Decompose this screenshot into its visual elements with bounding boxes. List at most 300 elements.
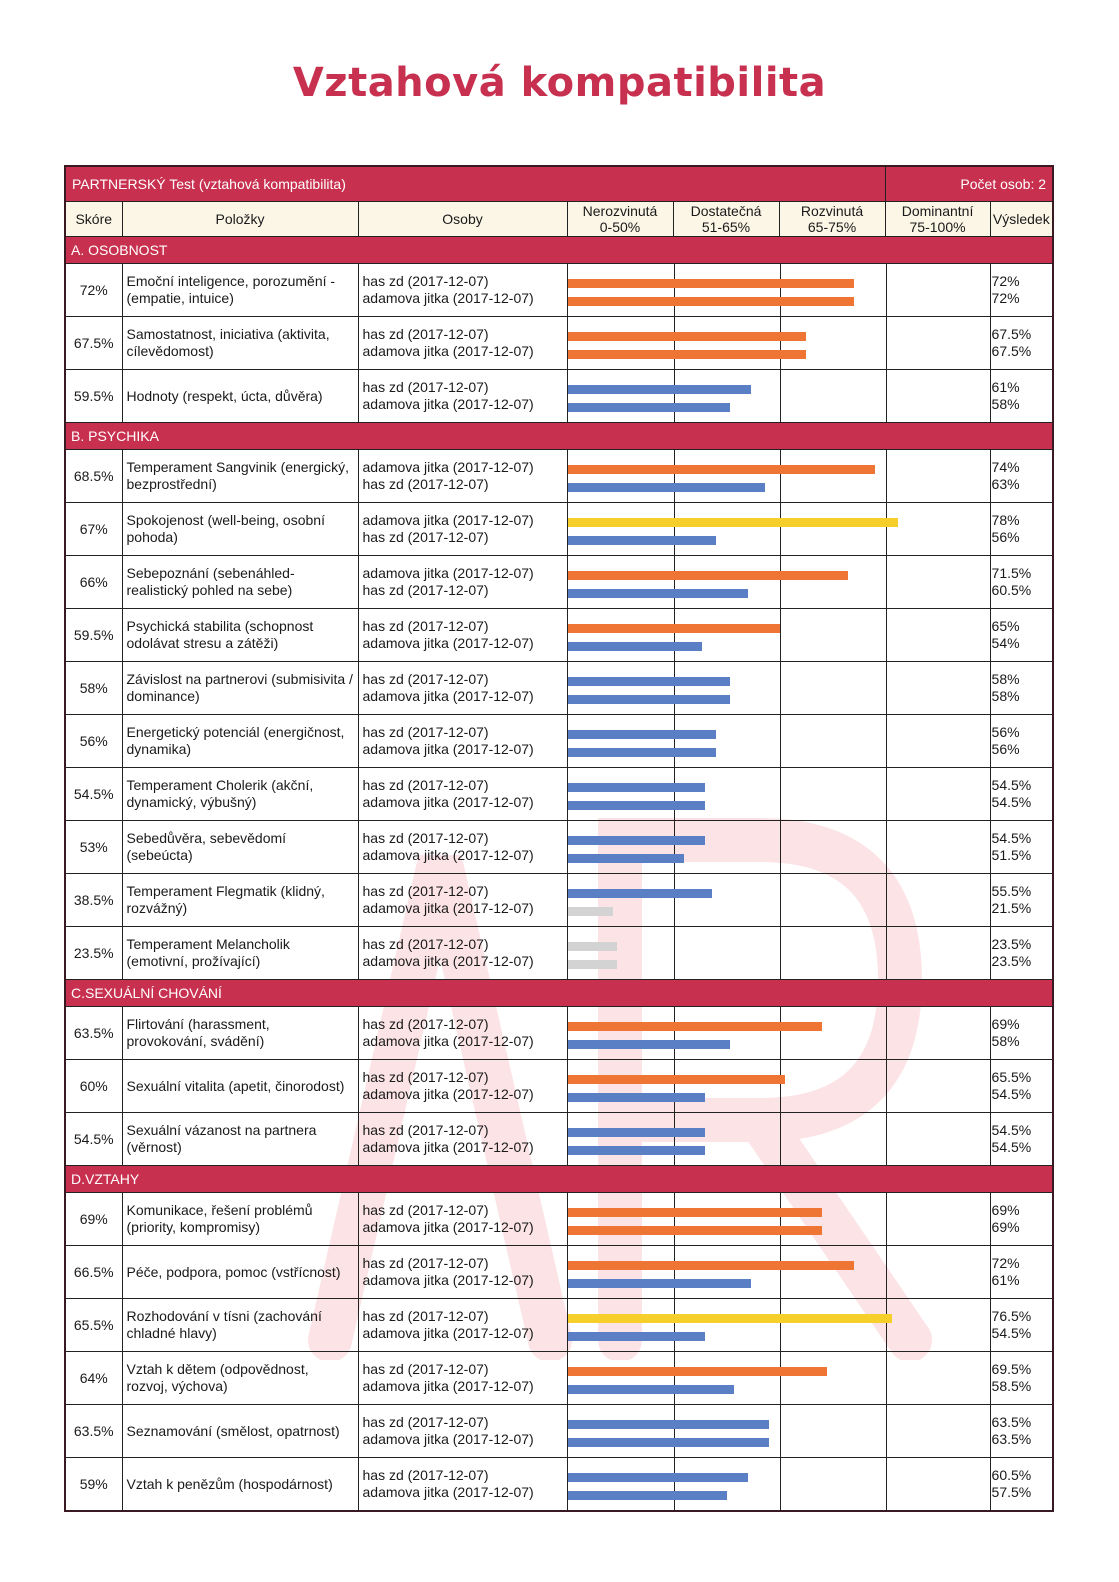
person-name: has zd (2017-12-07) xyxy=(362,618,489,634)
result-bar xyxy=(568,465,875,474)
bars-cell xyxy=(567,1352,990,1405)
level-divider xyxy=(886,1352,888,1404)
person-name: adamova jitka (2017-12-07) xyxy=(362,794,534,810)
bars-cell xyxy=(567,1060,990,1113)
result-bar xyxy=(568,483,766,492)
result-bar xyxy=(568,748,716,757)
result-bar xyxy=(568,942,618,951)
result-bar xyxy=(568,350,807,359)
result-value: 72% xyxy=(991,273,1020,289)
person-name: adamova jitka (2017-12-07) xyxy=(362,1325,534,1341)
item-cell: Komunikace, řešení problémů (priority, kompromisy) xyxy=(122,1193,358,1246)
person-name: has zd (2017-12-07) xyxy=(362,1308,489,1324)
table-row xyxy=(65,821,1053,874)
header-level-4 xyxy=(885,202,990,237)
header-result: Výsledek xyxy=(990,202,1053,237)
result-value: 54.5% xyxy=(991,1325,1032,1341)
bars-cell xyxy=(567,1299,990,1352)
bars-cell xyxy=(567,450,990,503)
person-name: has zd (2017-12-07) xyxy=(362,379,489,395)
level-divider xyxy=(780,715,782,767)
result-cell xyxy=(990,503,1053,556)
result-bar xyxy=(568,1146,706,1155)
bars-cell xyxy=(567,662,990,715)
score-cell: 63.5% xyxy=(65,1007,122,1060)
person-name: adamova jitka (2017-12-07) xyxy=(362,1272,534,1288)
score-cell: 23.5% xyxy=(65,927,122,980)
level-divider xyxy=(674,503,676,555)
result-value: 55.5% xyxy=(991,883,1032,899)
result-value: 56% xyxy=(991,529,1020,545)
page-title: Vztahová kompatibilita xyxy=(292,60,827,106)
level-3-name: Rozvinutá xyxy=(800,203,864,219)
person-name: has zd (2017-12-07) xyxy=(362,724,489,740)
table-row xyxy=(65,768,1053,821)
header-items: Položky xyxy=(122,202,358,237)
persons-cell xyxy=(358,1352,567,1405)
level-divider xyxy=(886,1299,888,1351)
result-value: 60.5% xyxy=(991,582,1032,598)
result-value: 63.5% xyxy=(991,1414,1032,1430)
persons-cell xyxy=(358,556,567,609)
level-1-name: Nerozvinutá xyxy=(582,203,658,219)
result-value: 54.5% xyxy=(991,1122,1032,1138)
item-cell: Temperament Sangvinik (energický, bezprostřední) xyxy=(122,450,358,503)
persons-cell xyxy=(358,821,567,874)
result-value: 63.5% xyxy=(991,1431,1032,1447)
level-divider xyxy=(780,1299,782,1351)
person-name: adamova jitka (2017-12-07) xyxy=(362,343,534,359)
item-cell: Emoční inteligence, porozumění - (empatie, intuice) xyxy=(122,264,358,317)
result-bar xyxy=(568,854,685,863)
table-row xyxy=(65,503,1053,556)
test-banner xyxy=(65,166,1053,202)
person-name: has zd (2017-12-07) xyxy=(362,1122,489,1138)
level-divider xyxy=(674,715,676,767)
bars-cell xyxy=(567,1007,990,1060)
person-name: has zd (2017-12-07) xyxy=(362,671,489,687)
person-name: has zd (2017-12-07) xyxy=(362,529,489,545)
result-bar xyxy=(568,1332,706,1341)
result-bar xyxy=(568,783,706,792)
score-cell: 60% xyxy=(65,1060,122,1113)
level-divider xyxy=(674,874,676,926)
level-divider xyxy=(780,662,782,714)
table-row xyxy=(65,1113,1053,1166)
result-cell xyxy=(990,1193,1053,1246)
result-bar xyxy=(568,1040,731,1049)
result-value: 78% xyxy=(991,512,1020,528)
result-cell xyxy=(990,1246,1053,1299)
level-divider xyxy=(674,768,676,820)
table-row xyxy=(65,370,1053,423)
item-cell: Sebedůvěra, sebevědomí (sebeúcta) xyxy=(122,821,358,874)
level-divider xyxy=(886,556,888,608)
score-cell: 63.5% xyxy=(65,1405,122,1458)
person-name: adamova jitka (2017-12-07) xyxy=(362,635,534,651)
person-name: adamova jitka (2017-12-07) xyxy=(362,847,534,863)
level-divider xyxy=(674,609,676,661)
person-name: adamova jitka (2017-12-07) xyxy=(362,565,534,581)
bars-cell xyxy=(567,768,990,821)
level-divider xyxy=(780,450,782,502)
person-name: adamova jitka (2017-12-07) xyxy=(362,900,534,916)
level-divider xyxy=(780,1458,782,1510)
level-divider xyxy=(780,1193,782,1245)
score-cell: 59.5% xyxy=(65,609,122,662)
result-cell xyxy=(990,662,1053,715)
level-divider xyxy=(674,1246,676,1298)
result-bar xyxy=(568,536,716,545)
result-cell xyxy=(990,609,1053,662)
level-3-range: 65-75% xyxy=(807,219,857,235)
person-name: has zd (2017-12-07) xyxy=(362,1467,489,1483)
person-name: adamova jitka (2017-12-07) xyxy=(362,512,534,528)
result-bar xyxy=(568,1279,752,1288)
result-bar xyxy=(568,571,849,580)
item-cell: Péče, podpora, pomoc (vstřícnost) xyxy=(122,1246,358,1299)
item-cell: Temperament Melancholik (emotivní, prožívající) xyxy=(122,927,358,980)
person-name: adamova jitka (2017-12-07) xyxy=(362,688,534,704)
section-title: A. OSOBNOST xyxy=(65,237,1053,264)
result-bar xyxy=(568,1226,822,1235)
result-cell xyxy=(990,1352,1053,1405)
table-row xyxy=(65,1458,1053,1512)
bars-cell xyxy=(567,927,990,980)
header-level-1 xyxy=(567,202,673,237)
result-value: 58% xyxy=(991,688,1020,704)
score-cell: 53% xyxy=(65,821,122,874)
level-divider xyxy=(674,1352,676,1404)
bars-cell xyxy=(567,264,990,317)
result-bar xyxy=(568,1093,706,1102)
score-cell: 68.5% xyxy=(65,450,122,503)
level-divider xyxy=(780,1246,782,1298)
result-value: 60.5% xyxy=(991,1467,1032,1483)
score-cell: 59% xyxy=(65,1458,122,1512)
result-bar xyxy=(568,836,706,845)
result-value: 54% xyxy=(991,635,1020,651)
item-cell: Závislost na partnerovi (submisivita / dominance) xyxy=(122,662,358,715)
header-persons: Osoby xyxy=(358,202,567,237)
level-divider xyxy=(886,503,888,555)
level-divider xyxy=(674,1458,676,1510)
level-2-name: Dostatečná xyxy=(690,203,762,219)
result-cell xyxy=(990,1458,1053,1512)
persons-cell xyxy=(358,1060,567,1113)
level-divider xyxy=(674,1405,676,1457)
level-4-range: 75-100% xyxy=(909,219,966,235)
table-row xyxy=(65,1007,1053,1060)
bars-cell xyxy=(567,1458,990,1512)
result-bar xyxy=(568,1438,769,1447)
result-cell xyxy=(990,715,1053,768)
result-cell xyxy=(990,1299,1053,1352)
result-value: 65% xyxy=(991,618,1020,634)
person-name: has zd (2017-12-07) xyxy=(362,1202,489,1218)
person-name: adamova jitka (2017-12-07) xyxy=(362,741,534,757)
column-headers xyxy=(65,202,1053,237)
table-row xyxy=(65,556,1053,609)
result-value: 67.5% xyxy=(991,326,1032,342)
level-divider xyxy=(674,927,676,979)
item-cell: Vztah k dětem (odpovědnost, rozvoj, výchova) xyxy=(122,1352,358,1405)
result-bar xyxy=(568,624,780,633)
level-divider xyxy=(780,927,782,979)
level-divider xyxy=(886,370,888,422)
result-value: 54.5% xyxy=(991,777,1032,793)
result-bar xyxy=(568,1208,822,1217)
bars-cell xyxy=(567,609,990,662)
persons-cell xyxy=(358,1458,567,1512)
table-row xyxy=(65,1405,1053,1458)
item-cell: Sebepoznání (sebenáhled-realistický pohled na sebe) xyxy=(122,556,358,609)
level-divider xyxy=(886,821,888,873)
level-divider xyxy=(674,317,676,369)
level-divider xyxy=(886,450,888,502)
score-cell: 67.5% xyxy=(65,317,122,370)
level-divider xyxy=(886,1193,888,1245)
level-divider xyxy=(886,662,888,714)
result-cell xyxy=(990,1060,1053,1113)
result-cell xyxy=(990,450,1053,503)
score-cell: 56% xyxy=(65,715,122,768)
persons-cell xyxy=(358,768,567,821)
person-name: has zd (2017-12-07) xyxy=(362,830,489,846)
level-divider xyxy=(780,264,782,316)
person-name: has zd (2017-12-07) xyxy=(362,1414,489,1430)
section-header xyxy=(65,237,1053,264)
person-name: adamova jitka (2017-12-07) xyxy=(362,953,534,969)
result-bar xyxy=(568,1022,822,1031)
item-cell: Psychická stabilita (schopnost odolávat stresu a zátěži) xyxy=(122,609,358,662)
section-header xyxy=(65,1166,1053,1193)
result-cell xyxy=(990,874,1053,927)
person-name: has zd (2017-12-07) xyxy=(362,582,489,598)
level-divider xyxy=(780,1060,782,1112)
result-bar xyxy=(568,1420,769,1429)
result-bar xyxy=(568,1314,892,1323)
result-value: 23.5% xyxy=(991,936,1032,952)
result-value: 63% xyxy=(991,476,1020,492)
section-title: C.SEXUÁLNÍ CHOVÁNÍ xyxy=(65,980,1053,1007)
result-value: 61% xyxy=(991,379,1020,395)
person-name: has zd (2017-12-07) xyxy=(362,777,489,793)
result-value: 65.5% xyxy=(991,1069,1032,1085)
persons-cell xyxy=(358,874,567,927)
level-divider xyxy=(674,1060,676,1112)
level-divider xyxy=(886,1007,888,1059)
level-divider xyxy=(886,768,888,820)
result-value: 21.5% xyxy=(991,900,1032,916)
level-divider xyxy=(780,503,782,555)
section-header xyxy=(65,423,1053,450)
level-divider xyxy=(886,609,888,661)
persons-cell xyxy=(358,662,567,715)
persons-cell xyxy=(358,317,567,370)
item-cell: Rozhodování v tísni (zachování chladné hlavy) xyxy=(122,1299,358,1352)
persons-cell xyxy=(358,450,567,503)
result-value: 74% xyxy=(991,459,1020,475)
item-cell: Temperament Cholerik (akční, dynamický, výbušný) xyxy=(122,768,358,821)
item-cell: Hodnoty (respekt, úcta, důvěra) xyxy=(122,370,358,423)
persons-cell xyxy=(358,715,567,768)
result-value: 58.5% xyxy=(991,1378,1032,1394)
result-value: 67.5% xyxy=(991,343,1032,359)
level-1-range: 0-50% xyxy=(599,219,641,235)
bars-cell xyxy=(567,821,990,874)
result-cell xyxy=(990,768,1053,821)
result-cell xyxy=(990,1405,1053,1458)
level-divider xyxy=(886,1246,888,1298)
header-level-2 xyxy=(673,202,779,237)
person-name: adamova jitka (2017-12-07) xyxy=(362,290,534,306)
result-bar xyxy=(568,332,807,341)
result-bar xyxy=(568,403,731,412)
result-value: 54.5% xyxy=(991,794,1032,810)
person-name: has zd (2017-12-07) xyxy=(362,936,489,952)
table-row xyxy=(65,264,1053,317)
result-bar xyxy=(568,1128,706,1137)
score-cell: 54.5% xyxy=(65,1113,122,1166)
result-value: 69% xyxy=(991,1219,1020,1235)
persons-cell xyxy=(358,927,567,980)
bars-cell xyxy=(567,715,990,768)
person-name: has zd (2017-12-07) xyxy=(362,1255,489,1271)
bars-cell xyxy=(567,503,990,556)
result-cell xyxy=(990,1113,1053,1166)
level-2-range: 51-65% xyxy=(701,219,751,235)
result-bar xyxy=(568,801,706,810)
result-value: 58% xyxy=(991,396,1020,412)
result-bar xyxy=(568,677,731,686)
section-title: B. PSYCHIKA xyxy=(65,423,1053,450)
level-divider xyxy=(780,317,782,369)
table-row xyxy=(65,317,1053,370)
section-title: D.VZTAHY xyxy=(65,1166,1053,1193)
table-row xyxy=(65,1246,1053,1299)
result-value: 69% xyxy=(991,1016,1020,1032)
person-name: adamova jitka (2017-12-07) xyxy=(362,1033,534,1049)
table-row xyxy=(65,609,1053,662)
level-divider xyxy=(780,768,782,820)
bars-cell xyxy=(567,874,990,927)
level-divider xyxy=(886,264,888,316)
bars-cell xyxy=(567,556,990,609)
person-name: adamova jitka (2017-12-07) xyxy=(362,1219,534,1235)
item-cell: Seznamování (smělost, opatrnost) xyxy=(122,1405,358,1458)
test-name: PARTNERSKÝ Test (vztahová kompatibilita) xyxy=(65,166,885,202)
person-name: has zd (2017-12-07) xyxy=(362,1016,489,1032)
person-name: has zd (2017-12-07) xyxy=(362,883,489,899)
result-cell xyxy=(990,370,1053,423)
bars-cell xyxy=(567,1246,990,1299)
level-divider xyxy=(674,662,676,714)
result-bar xyxy=(568,518,899,527)
result-value: 58% xyxy=(991,1033,1020,1049)
persons-cell xyxy=(358,370,567,423)
level-divider xyxy=(886,1458,888,1510)
bars-cell xyxy=(567,1113,990,1166)
result-bar xyxy=(568,642,702,651)
level-divider xyxy=(674,264,676,316)
level-divider xyxy=(674,370,676,422)
bars-cell xyxy=(567,317,990,370)
result-cell xyxy=(990,927,1053,980)
bars-cell xyxy=(567,1193,990,1246)
result-bar xyxy=(568,1367,828,1376)
level-divider xyxy=(780,1405,782,1457)
person-name: adamova jitka (2017-12-07) xyxy=(362,1378,534,1394)
result-value: 56% xyxy=(991,724,1020,740)
persons-cell xyxy=(358,1246,567,1299)
person-name: has zd (2017-12-07) xyxy=(362,1361,489,1377)
result-cell xyxy=(990,317,1053,370)
person-name: has zd (2017-12-07) xyxy=(362,326,489,342)
result-value: 57.5% xyxy=(991,1484,1032,1500)
level-divider xyxy=(780,874,782,926)
item-cell: Energetický potenciál (energičnost, dynamika) xyxy=(122,715,358,768)
item-cell: Vztah k penězům (hospodárnost) xyxy=(122,1458,358,1512)
score-cell: 72% xyxy=(65,264,122,317)
header-score: Skóre xyxy=(65,202,122,237)
table-row xyxy=(65,715,1053,768)
result-cell xyxy=(990,556,1053,609)
person-count: Počet osob: 2 xyxy=(885,166,1053,202)
table-row xyxy=(65,1193,1053,1246)
level-divider xyxy=(780,609,782,661)
level-divider xyxy=(780,556,782,608)
level-divider xyxy=(886,1060,888,1112)
level-divider xyxy=(674,556,676,608)
level-divider xyxy=(674,1193,676,1245)
person-name: adamova jitka (2017-12-07) xyxy=(362,459,534,475)
result-value: 72% xyxy=(991,1255,1020,1271)
result-bar xyxy=(568,1491,727,1500)
result-cell xyxy=(990,821,1053,874)
level-divider xyxy=(780,1113,782,1165)
result-value: 23.5% xyxy=(991,953,1032,969)
table-row xyxy=(65,450,1053,503)
persons-cell xyxy=(358,1299,567,1352)
table-row xyxy=(65,1352,1053,1405)
person-name: has zd (2017-12-07) xyxy=(362,1069,489,1085)
result-value: 58% xyxy=(991,671,1020,687)
result-value: 54.5% xyxy=(991,1086,1032,1102)
level-divider xyxy=(886,1113,888,1165)
bars-cell xyxy=(567,1405,990,1458)
result-bar xyxy=(568,695,731,704)
person-name: adamova jitka (2017-12-07) xyxy=(362,396,534,412)
score-cell: 38.5% xyxy=(65,874,122,927)
result-value: 71.5% xyxy=(991,565,1032,581)
level-4-name: Dominantní xyxy=(901,203,974,219)
result-value: 69.5% xyxy=(991,1361,1032,1377)
result-bar xyxy=(568,960,618,969)
level-divider xyxy=(780,1352,782,1404)
result-value: 76.5% xyxy=(991,1308,1032,1324)
level-divider xyxy=(674,450,676,502)
result-value: 54.5% xyxy=(991,830,1032,846)
result-value: 72% xyxy=(991,290,1020,306)
table-row xyxy=(65,662,1053,715)
result-cell xyxy=(990,1007,1053,1060)
persons-cell xyxy=(358,264,567,317)
item-cell: Spokojenost (well-being, osobní pohoda) xyxy=(122,503,358,556)
level-divider xyxy=(886,927,888,979)
result-cell xyxy=(990,264,1053,317)
item-cell: Temperament Flegmatik (klidný, rozvážný) xyxy=(122,874,358,927)
